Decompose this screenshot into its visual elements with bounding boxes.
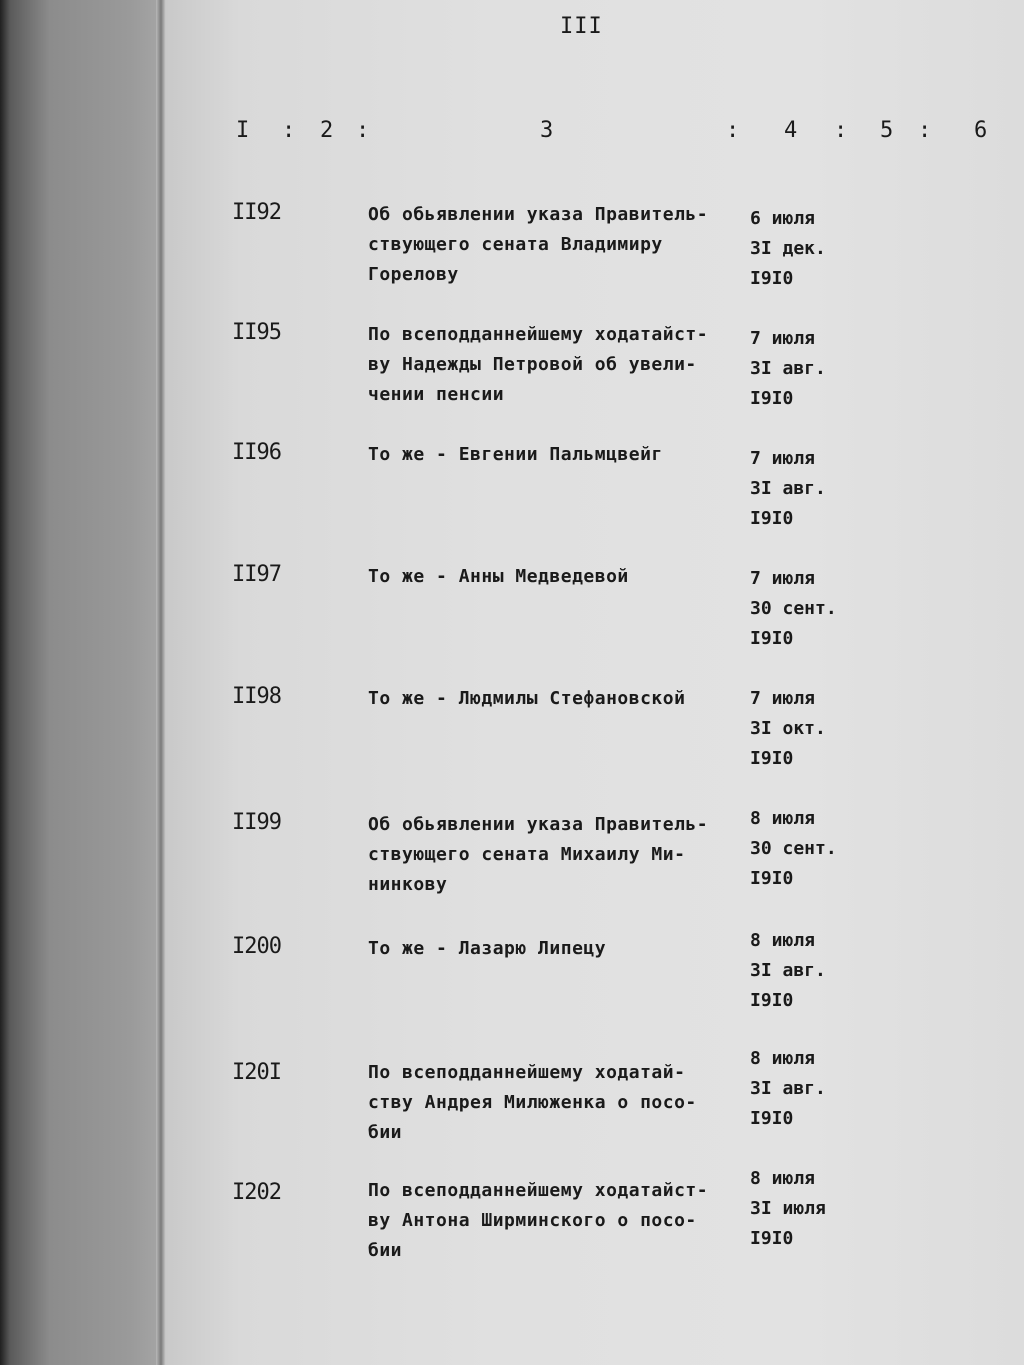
date-end: 3I авг. bbox=[750, 1078, 826, 1099]
column-separator: : bbox=[726, 118, 740, 143]
date-start: 8 июля bbox=[750, 808, 816, 829]
date-year: I9I0 bbox=[750, 388, 794, 409]
date-end: 30 сент. bbox=[750, 838, 837, 859]
date-end: 3I авг. bbox=[750, 960, 826, 981]
date-start: 7 июля bbox=[750, 568, 816, 589]
column-header-2: 2 bbox=[320, 118, 334, 143]
date-year: I9I0 bbox=[750, 268, 794, 289]
column-separator: : bbox=[282, 118, 296, 143]
column-separator: : bbox=[918, 118, 932, 143]
entry-dates bbox=[750, 1164, 860, 1254]
column-separator: : bbox=[834, 118, 848, 143]
entry-title: По всеподданнейшему ходатай- ству Андрея Милюженка о посо- бии bbox=[368, 1062, 697, 1143]
date-year: I9I0 bbox=[750, 508, 794, 529]
date-year: I9I0 bbox=[750, 748, 794, 769]
entry-number: I200 bbox=[232, 934, 281, 959]
date-end: 3I окт. bbox=[750, 718, 826, 739]
entry-dates bbox=[750, 684, 860, 774]
entry-title: Об обьявлении указа Правитель- ствующего сената Владимиру Горелову bbox=[368, 204, 709, 285]
column-header-5: 5 bbox=[880, 118, 894, 143]
entry-number: II92 bbox=[232, 200, 281, 225]
entry-title: По всеподданнейшему ходатайст- ву Антона Ширминского о посо- бии bbox=[368, 1180, 709, 1261]
entry-number: I20I bbox=[232, 1060, 281, 1085]
entry-dates bbox=[750, 324, 860, 414]
entry-number: II99 bbox=[232, 810, 281, 835]
date-year: I9I0 bbox=[750, 1108, 794, 1129]
entry-title: То же - Людмилы Стефановской bbox=[368, 688, 686, 709]
column-header-4: 4 bbox=[784, 118, 798, 143]
page-number: III bbox=[560, 14, 603, 39]
entry-title: По всеподданнейшему ходатайст- ву Надежды Петровой об увели- чении пенсии bbox=[368, 324, 709, 405]
left-page-edge bbox=[0, 0, 162, 1365]
entry-dates bbox=[750, 564, 860, 654]
date-end: 3I авг. bbox=[750, 358, 826, 379]
entry-number: II95 bbox=[232, 320, 281, 345]
date-end: 30 сент. bbox=[750, 598, 837, 619]
entry-dates bbox=[750, 204, 860, 294]
date-year: I9I0 bbox=[750, 990, 794, 1011]
date-end: 3I дек. bbox=[750, 238, 826, 259]
column-separator: : bbox=[356, 118, 370, 143]
column-header-6: 6 bbox=[974, 118, 988, 143]
date-year: I9I0 bbox=[750, 868, 794, 889]
column-header-1: I bbox=[236, 118, 250, 143]
entry-number: II97 bbox=[232, 562, 281, 587]
date-start: 7 июля bbox=[750, 688, 816, 709]
entry-title: То же - Евгении Пальмцвейг bbox=[368, 444, 663, 465]
column-header-row bbox=[228, 118, 1008, 158]
column-header-3: 3 bbox=[540, 118, 554, 143]
entry-title: Об обьявлении указа Правитель- ствующего сената Михаилу Ми- нинкову bbox=[368, 814, 709, 895]
date-start: 7 июля bbox=[750, 448, 816, 469]
entry-dates bbox=[750, 1044, 860, 1134]
date-start: 8 июля bbox=[750, 1168, 816, 1189]
entry-dates bbox=[750, 444, 860, 534]
entry-dates bbox=[750, 926, 860, 1016]
entry-title: То же - Лазарю Липецу bbox=[368, 938, 607, 959]
date-year: I9I0 bbox=[750, 1228, 794, 1249]
date-start: 6 июля bbox=[750, 208, 816, 229]
date-year: I9I0 bbox=[750, 628, 794, 649]
date-start: 8 июля bbox=[750, 930, 816, 951]
entry-number: II96 bbox=[232, 440, 281, 465]
entry-number: I202 bbox=[232, 1180, 281, 1205]
entry-dates bbox=[750, 804, 860, 894]
date-start: 7 июля bbox=[750, 328, 816, 349]
date-end: 3I июля bbox=[750, 1198, 826, 1219]
entry-title: То же - Анны Медведевой bbox=[368, 566, 629, 587]
entry-number: II98 bbox=[232, 684, 281, 709]
binding-fold bbox=[156, 0, 166, 1365]
date-end: 3I авг. bbox=[750, 478, 826, 499]
date-start: 8 июля bbox=[750, 1048, 816, 1069]
